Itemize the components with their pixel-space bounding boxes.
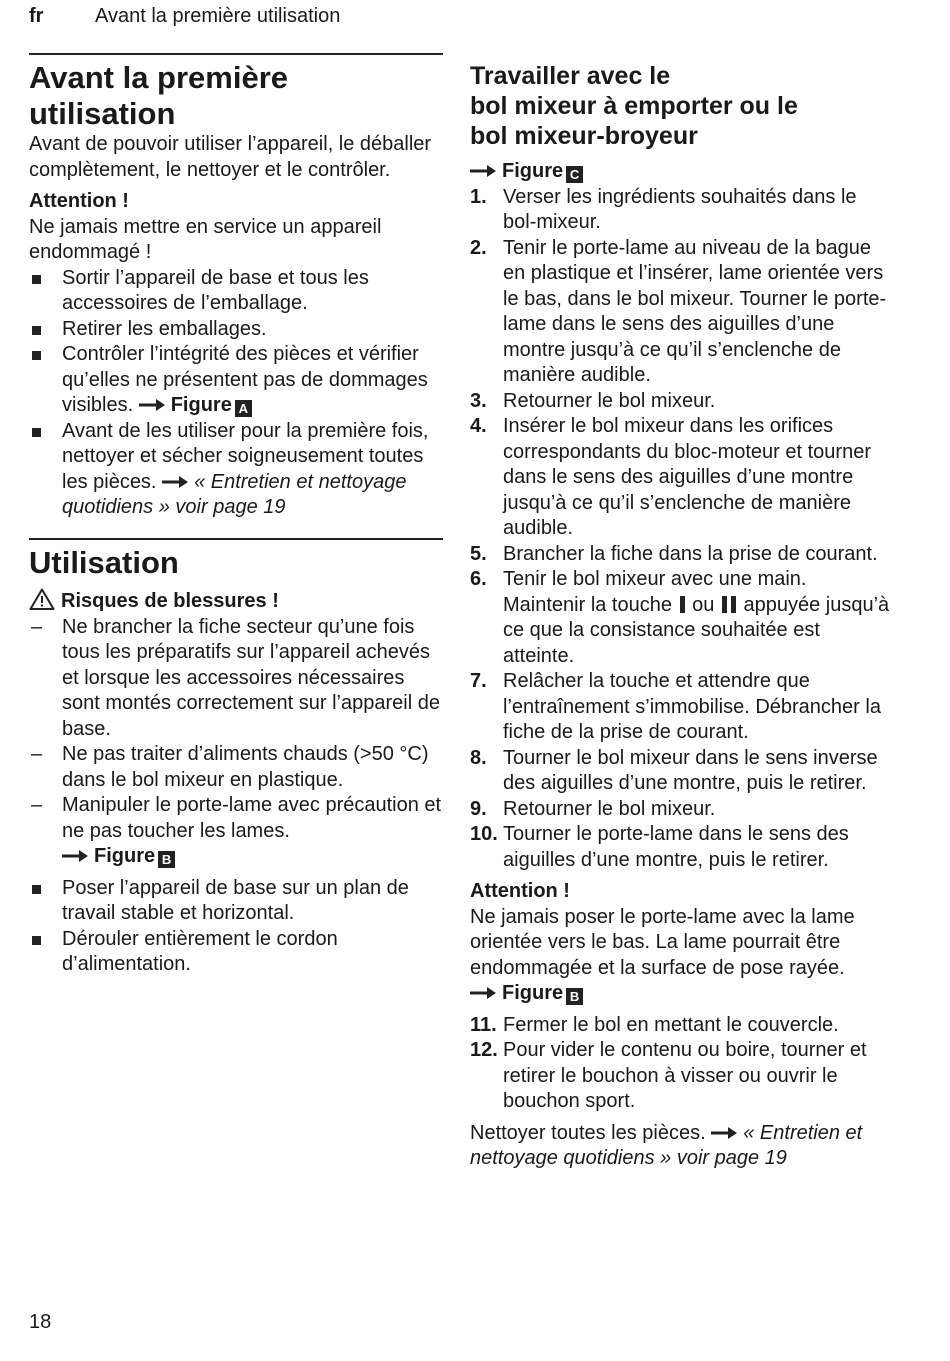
right-column [470,0,890,1172]
section-title-usage: Utilisation [29,544,179,580]
arrow-right-icon [139,399,165,411]
list-item: Dérouler entièrement le cordon d’alimentation. [29,927,443,978]
header-title: Avant la première utilisation [95,5,341,27]
section-title-blender: Travailler avec le bol mixeur à emporter ou le bol mixeur-broyeur [470,62,798,150]
figure-badge: B [158,851,175,868]
list-item: 1. Verser les ingrédients souhaités dans le bol-mixeur. [470,185,857,233]
attention-label: Attention ! [470,880,570,902]
list-item: 11. Fermer le bol en mettant le couvercle. [470,1013,839,1036]
list-item: 5. Brancher la fiche dans la prise de courant. [470,542,878,565]
list-item: Sortir l’appareil de base et tous les accessoires de l’emballage. [29,266,443,317]
section-rule [29,538,443,540]
arrow-right-icon [470,165,496,177]
list-item: 3. Retourner le bol mixeur. [470,389,716,412]
intro-paragraph: Avant de pouvoir utiliser l’appareil, le déballer complètement, le nettoyer et le contrôler. [29,133,432,181]
arrow-right-icon [711,1127,737,1139]
speed-2-button-icon [731,596,736,613]
arrow-right-icon [162,476,188,488]
figure-badge: A [235,400,252,417]
section-rule [29,53,443,55]
figure-reference: Figure C [470,159,890,185]
arrow-right-icon [470,987,496,999]
list-item: Avant de les utiliser pour la première fois, nettoyer et sécher soigneusement toutes les pièces. « Entretien et nettoyage quotidiens » voir page 19 [29,419,443,521]
steps-list-continued [470,1013,890,1115]
list-item: 7. Relâcher la touche et attendre que l’entraînement s’immobilise. Débrancher la fiche de la prise de courant. [470,670,881,743]
setup-list [29,876,443,978]
warning-heading: Risques de blessures ! [29,588,443,615]
figure-badge: C [566,166,583,183]
final-instruction: Nettoyer toutes les pièces. « Entretien et nettoyage quotidiens » voir page 19 [470,1121,863,1169]
list-item: 6. Tenir le bol mixeur avec une main. Maintenir la touche ou appuyée jusqu’à ce que la consistance souhaitée est atteinte. [470,568,890,667]
page-number: 18 [29,1311,52,1333]
arrow-right-icon [62,850,88,862]
list-item: Poser l’appareil de base sur un plan de travail stable et horizontal. [29,876,443,927]
list-item: 4. Insérer le bol mixeur dans les orifices correspondants du bloc-moteur et tourner dans le sens des aiguilles d’une montre jusqu’à ce qu’il s’enclenche de manière audible. [470,415,871,539]
attention-text: Ne jamais poser le porte-lame avec la lame orientée vers le bas. La lame pourrait être endommagée et la surface de pose rayée. [470,905,855,979]
left-column [29,0,443,978]
section-title-first-use: Avant la première utilisation [29,60,289,131]
list-item: Retirer les emballages. [29,317,443,343]
list-item: 10. Tourner le porte-lame dans le sens des aiguilles d’une montre, puis le retirer. [470,823,849,871]
warning-triangle-icon [29,588,55,610]
list-item: – Manipuler le porte-lame avec précaution et ne pas toucher les lames. Figure B [31,794,442,868]
steps-list [470,185,890,874]
attention-text: Ne jamais mettre en service un appareil endommagé ! [29,215,382,264]
list-item: – Ne brancher la fiche secteur qu’une fois tous les préparatifs sur l’appareil achevés et lorsque les accessoires nécessaires sont montés correctement sur l’appareil de base. [31,615,440,740]
language-code: fr [29,5,44,27]
speed-2-button-icon [722,596,727,613]
list-item: 9. Retourner le bol mixeur. [470,797,716,820]
cross-reference-link[interactable]: « Entretien et nettoyage quotidiens » voir page 19 [62,470,407,519]
list-item: 8. Tourner le bol mixeur dans le sens inverse des aiguilles d’une montre, puis le retirer. [470,746,878,794]
list-item: Contrôler l’intégrité des pièces et vérifier qu’elles ne présentent pas de dommages visibles. Figure A [29,342,443,419]
list-item: 2. Tenir le porte-lame au niveau de la bague en plastique et l’insérer, lame orientée vers le bas, dans le bol mixeur. Tourner le porte-lame dans le sens des aiguilles d’une montre jusqu’à ce qu’il s’enclenche de manière audible. [470,236,887,386]
list-item: – Ne pas traiter d’aliments chauds (>50 °C) dans le bol mixeur en plastique. [31,743,429,791]
speed-1-button-icon [680,596,685,613]
attention-label: Attention ! [29,190,129,213]
list-item: 12. Pour vider le contenu ou boire, tourner et retirer le bouchon à visser ou ouvrir le bouchon sport. [470,1039,867,1112]
figure-reference: Figure B [470,981,890,1007]
cross-reference-link[interactable]: « Entretien et nettoyage quotidiens » voir page 19 [470,1121,863,1169]
figure-badge: B [566,988,583,1005]
first-use-list [29,266,443,521]
warning-list [29,615,443,870]
